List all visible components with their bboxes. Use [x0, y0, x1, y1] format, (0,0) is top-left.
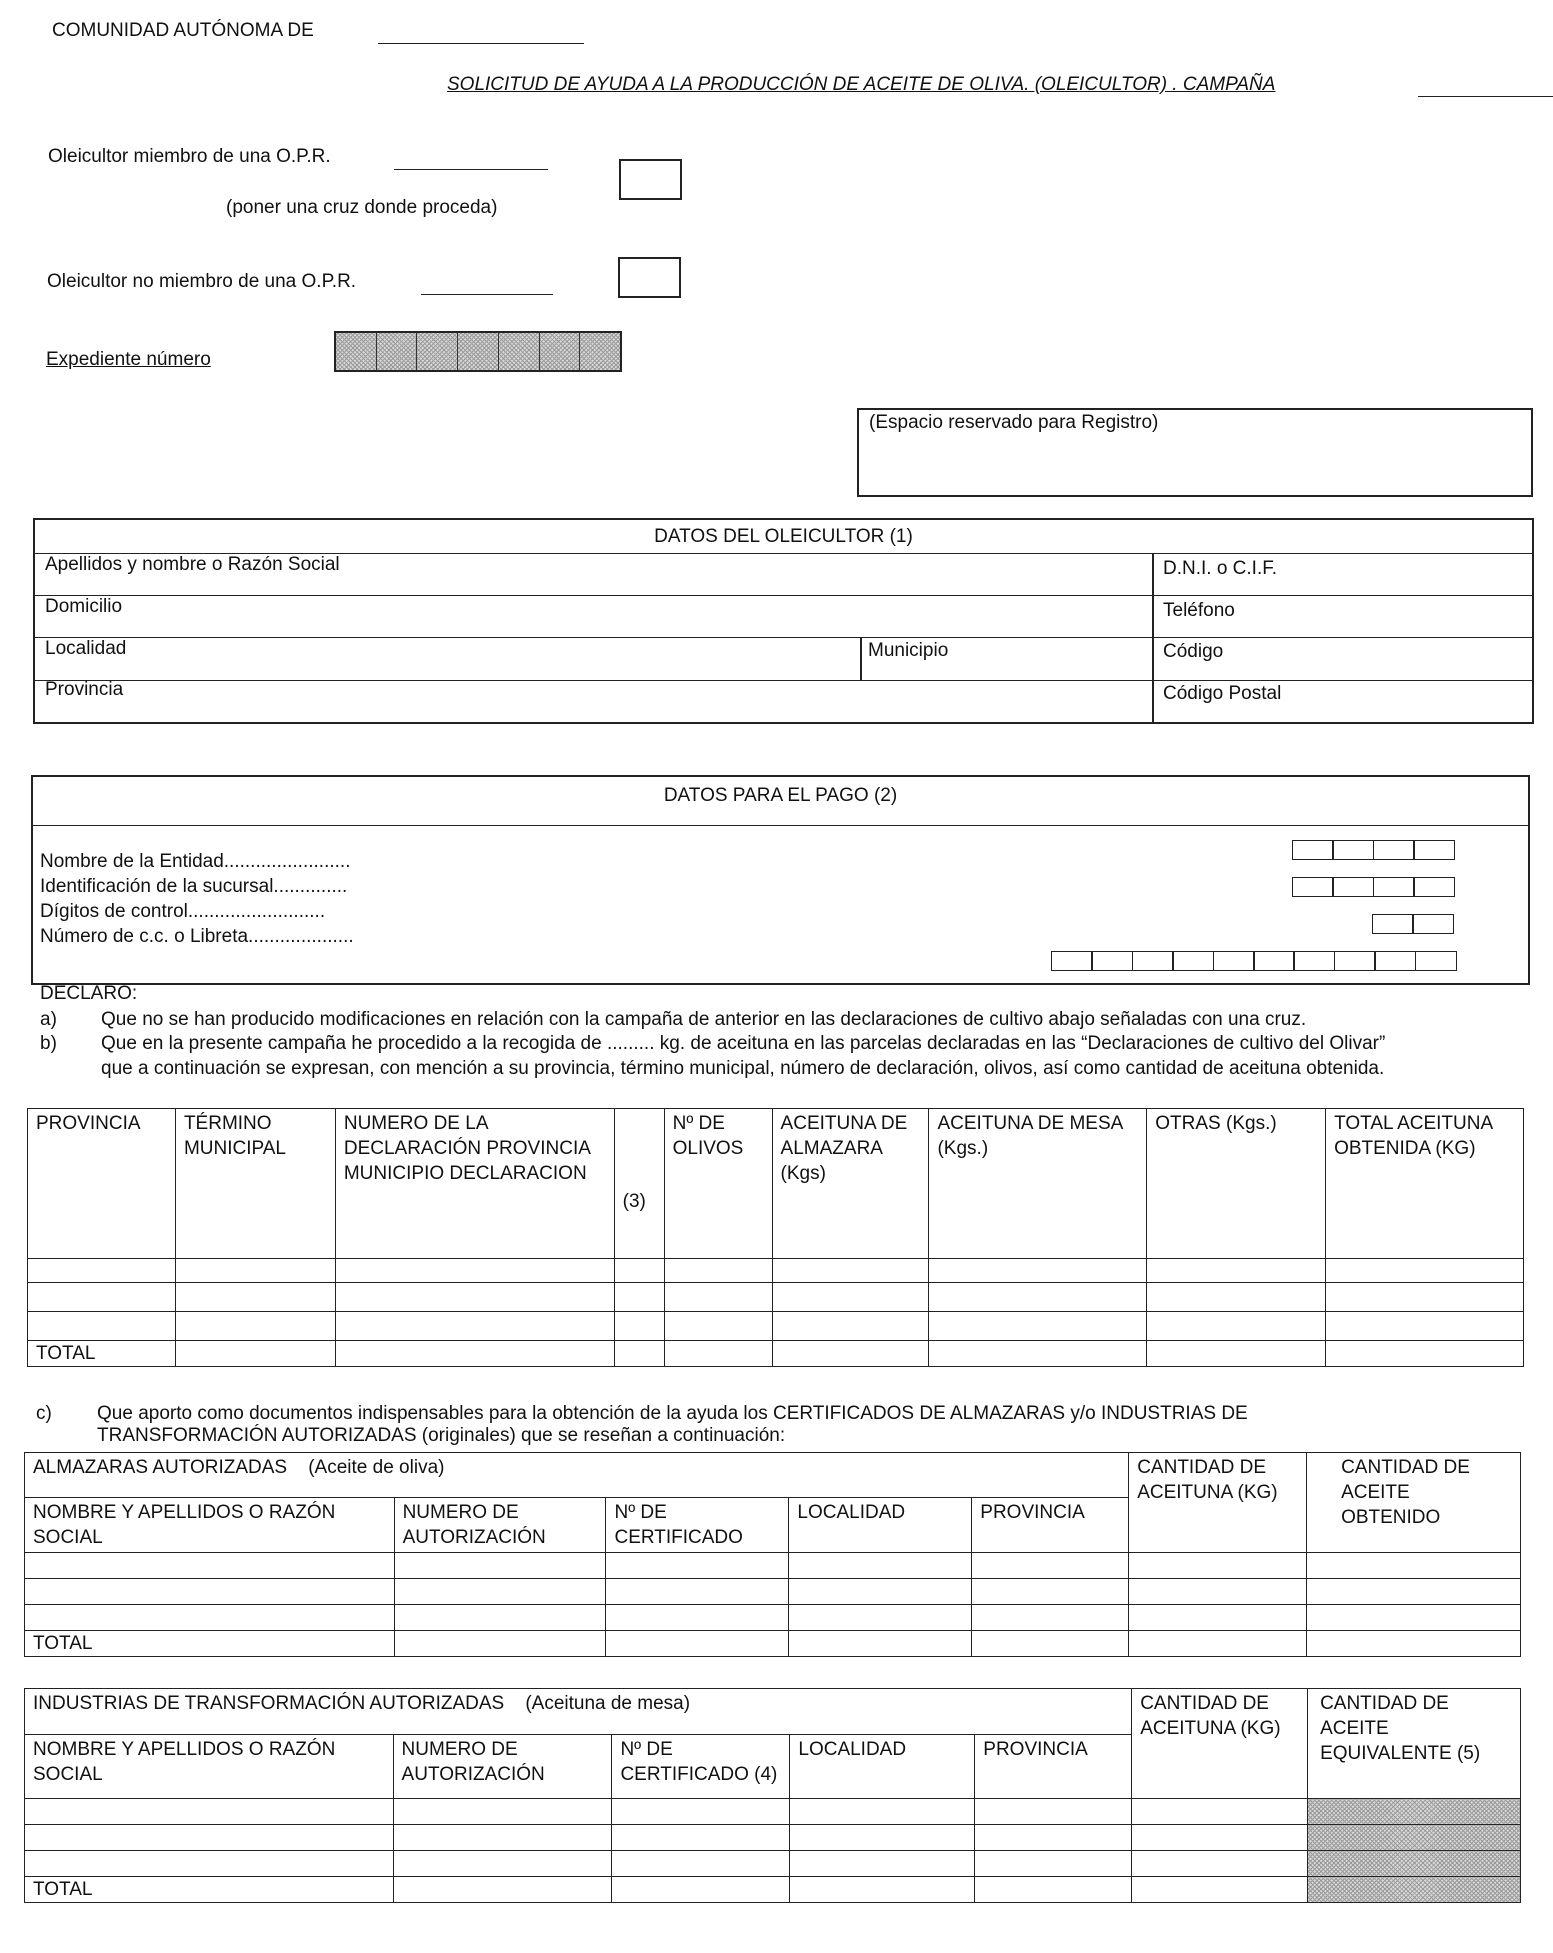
municipio-divider: [860, 637, 862, 680]
declaro-b-marker: b): [40, 1033, 57, 1054]
control-digits[interactable]: [1372, 914, 1454, 934]
almazaras-title: ALMAZARAS AUTORIZADAS: [33, 1457, 288, 1478]
opr-member-checkbox[interactable]: [619, 159, 682, 200]
industrias-col-localidad: LOCALIDAD: [790, 1735, 975, 1799]
table-row[interactable]: [28, 1283, 1524, 1312]
declaro-c-text-2: TRANSFORMACIÓN AUTORIZADAS (originales) que se reseñan a continuación:: [97, 1425, 786, 1446]
table-row[interactable]: [25, 1579, 1521, 1605]
declaro-a-marker: a): [40, 1009, 57, 1030]
table-row[interactable]: [25, 1553, 1521, 1579]
table-row[interactable]: [25, 1825, 1521, 1851]
row-localidad: [35, 637, 1532, 681]
municipio-label: Municipio: [868, 640, 949, 661]
datos-oleicultor-title: DATOS DEL OLEICULTOR (1): [35, 520, 1532, 554]
table-total-row: [28, 1341, 1524, 1367]
almazaras-col-cantidad-aceite: CANTIDAD DE ACEITE OBTENIDO: [1307, 1453, 1521, 1553]
localidad-label: Localidad: [45, 638, 127, 659]
datos-pago-title: DATOS PARA EL PAGO (2): [33, 777, 1528, 826]
sucursal-digits[interactable]: [1292, 877, 1455, 897]
entidad-label: Nombre de la Entidad........................: [40, 851, 351, 872]
opr-member-label: Oleicultor miembro de una O.P.R.: [48, 146, 331, 167]
col-note-3: (3): [614, 1109, 664, 1259]
cuenta-digits[interactable]: [1051, 951, 1457, 971]
almazaras-col-cantidad-aceituna: CANTIDAD DE ACEITUNA (KG): [1129, 1453, 1307, 1553]
almazaras-subtitle: (Aceite de oliva): [308, 1457, 445, 1478]
declaro-c-marker: c): [36, 1403, 52, 1424]
table-total-row: [25, 1877, 1521, 1903]
col-aceituna-mesa: ACEITUNA DE MESA (Kgs.): [929, 1109, 1147, 1259]
col-otras: OTRAS (Kgs.): [1147, 1109, 1326, 1259]
total-label: TOTAL: [28, 1341, 176, 1367]
industrias-title-row: [25, 1689, 1521, 1735]
industrias-col-provincia: PROVINCIA: [975, 1735, 1132, 1799]
campana-field[interactable]: [1418, 76, 1553, 97]
datos-oleicultor-section: [33, 518, 1534, 724]
opr-non-member-checkbox[interactable]: [618, 257, 681, 298]
provincia-label: Provincia: [45, 679, 124, 700]
almazaras-title-row: [25, 1453, 1521, 1498]
industrias-title: INDUSTRIAS DE TRANSFORMACIÓN AUTORIZADAS: [33, 1693, 505, 1714]
col-total-aceituna: TOTAL ACEITUNA OBTENIDA (KG): [1326, 1109, 1524, 1259]
industrias-table: [24, 1688, 1521, 1903]
almazaras-col-nombre: NOMBRE Y APELLIDOS O RAZÓN SOCIAL: [25, 1498, 395, 1553]
comunidad-field[interactable]: [378, 22, 584, 44]
industrias-col-autorizacion: NUMERO DE AUTORIZACIÓN: [393, 1735, 612, 1799]
industrias-subtitle: (Aceituna de mesa): [525, 1693, 691, 1714]
declaro-b-text-1: Que en la presente campaña he procedido a la recogida de ......... kg. de aceituna en las parcelas declaradas en las “Declaraciones de cultivo del Olivar”: [101, 1033, 1386, 1054]
almazaras-col-autorizacion: NUMERO DE AUTORIZACIÓN: [394, 1498, 606, 1553]
almazaras-table: [24, 1452, 1521, 1657]
entidad-digits[interactable]: [1292, 840, 1455, 860]
expediente-label: Expediente número: [46, 349, 211, 370]
industrias-total-label: TOTAL: [25, 1877, 394, 1903]
apellidos-label: Apellidos y nombre o Razón Social: [45, 554, 340, 575]
col-provincia: PROVINCIA: [28, 1109, 176, 1259]
parcelas-table: [27, 1108, 1524, 1367]
industrias-col-certificado: Nº DE CERTIFICADO (4): [612, 1735, 790, 1799]
industrias-col-cantidad-aceite: CANTIDAD DE ACEITE EQUIVALENTE (5): [1308, 1689, 1521, 1799]
codigo-postal-label: Código Postal: [1163, 683, 1282, 704]
parcelas-header-row: [28, 1109, 1524, 1259]
domicilio-label: Domicilio: [45, 596, 123, 617]
col-termino-municipal: TÉRMINO MUNICIPAL: [175, 1109, 335, 1259]
declaro-a-text: Que no se han producido modificaciones en relación con la campaña de anterior en las declaraciones de cultivo abajo señaladas con una cruz.: [101, 1009, 1307, 1030]
right-divider: [1152, 553, 1154, 722]
industrias-title-cell: [25, 1689, 1132, 1735]
registro-box: [857, 408, 1533, 497]
table-total-row: [25, 1631, 1521, 1657]
opr-member-field[interactable]: [394, 148, 548, 170]
table-row[interactable]: [25, 1799, 1521, 1825]
table-row[interactable]: [25, 1851, 1521, 1877]
col-aceituna-almazara: ACEITUNA DE ALMAZARA (Kgs): [772, 1109, 929, 1259]
almazaras-total-label: TOTAL: [25, 1631, 395, 1657]
shaded-cell: [1308, 1851, 1521, 1877]
cross-hint: (poner una cruz donde proceda): [226, 197, 498, 218]
industrias-col-nombre: NOMBRE Y APELLIDOS O RAZÓN SOCIAL: [25, 1735, 394, 1799]
declaro-c-text-1: Que aporto como documentos indispensables para la obtención de la ayuda los CERTIFICADOS DE ALMAZARAS y/o INDUSTRIAS DE: [97, 1403, 1248, 1424]
almazaras-col-localidad: LOCALIDAD: [789, 1498, 972, 1553]
comunidad-label: COMUNIDAD AUTÓNOMA DE: [52, 20, 314, 41]
opr-non-member-field[interactable]: [421, 273, 553, 295]
telefono-label: Teléfono: [1163, 600, 1235, 621]
cuenta-label: Número de c.c. o Libreta....................: [40, 926, 354, 947]
shaded-cell: [1308, 1825, 1521, 1851]
expediente-number-field[interactable]: [334, 331, 622, 372]
industrias-col-cantidad-aceituna: CANTIDAD DE ACEITUNA (KG): [1132, 1689, 1308, 1799]
declaro-heading: DECLARO:: [40, 983, 138, 1004]
almazaras-title-cell: [25, 1453, 1129, 1498]
registro-label: (Espacio reservado para Registro): [869, 412, 1159, 433]
shaded-cell: [1308, 1877, 1521, 1903]
col-numero-declaracion: NUMERO DE LA DECLARACIÓN PROVINCIA MUNICIPIO DECLARACION: [335, 1109, 614, 1259]
control-label: Dígitos de control..........................: [40, 901, 326, 922]
declaro-b-text-2: que a continuación se expresan, con mención a su provincia, término municipal, número de declaración, olivos, así como cantidad de aceituna obtenida.: [101, 1058, 1385, 1079]
sucursal-label: Identificación de la sucursal..............: [40, 876, 348, 897]
table-row[interactable]: [25, 1605, 1521, 1631]
codigo-label: Código: [1163, 641, 1224, 662]
table-row[interactable]: [28, 1312, 1524, 1341]
opr-non-member-label: Oleicultor no miembro de una O.P.R.: [47, 271, 357, 292]
col-olivos: Nº DE OLIVOS: [664, 1109, 772, 1259]
almazaras-col-certificado: Nº DE CERTIFICADO: [606, 1498, 789, 1553]
table-row[interactable]: [28, 1259, 1524, 1283]
row-domicilio: [35, 595, 1532, 638]
form-title: SOLICITUD DE AYUDA A LA PRODUCCIÓN DE ACEITE DE OLIVA. (OLEICULTOR) . CAMPAÑA: [447, 74, 1276, 95]
dni-label: D.N.I. o C.I.F.: [1163, 558, 1278, 579]
shaded-cell: [1308, 1799, 1521, 1825]
almazaras-col-provincia: PROVINCIA: [972, 1498, 1129, 1553]
